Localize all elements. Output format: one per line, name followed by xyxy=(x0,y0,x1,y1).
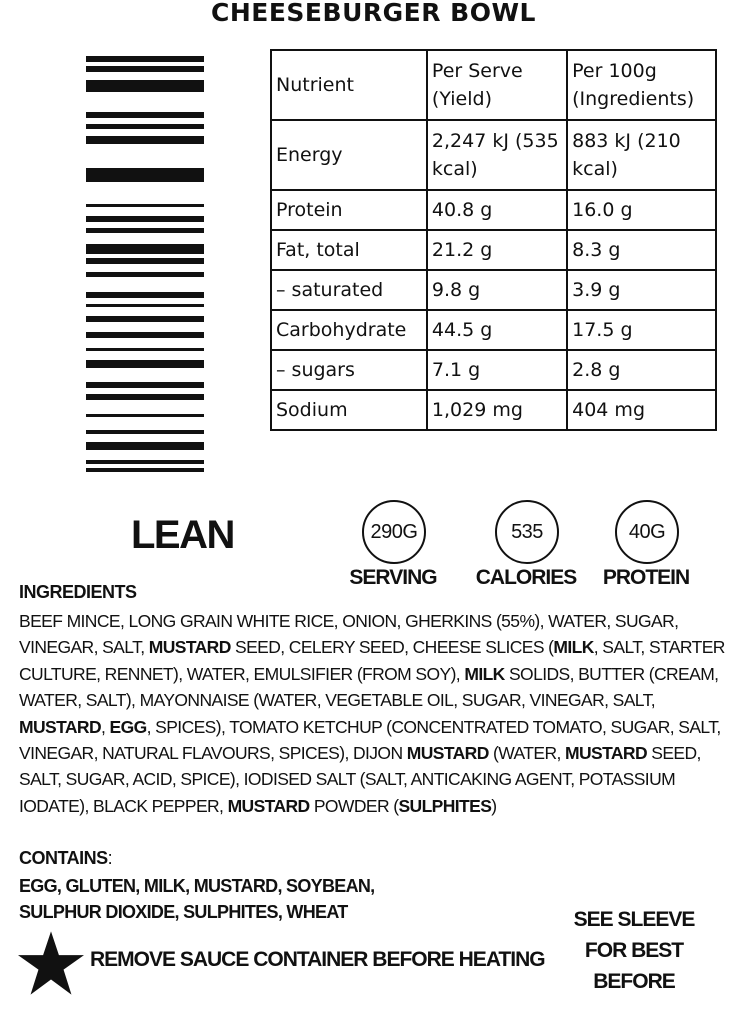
barcode-bar xyxy=(86,382,204,388)
nutrient-name: Carbohydrate xyxy=(271,310,427,350)
best-before-notice xyxy=(560,904,708,997)
allergen-text: MUSTARD xyxy=(565,743,648,764)
per-serve-value: 21.2 g xyxy=(427,230,567,270)
contains-line: EGG, GLUTEN, MILK, MUSTARD, SOYBEAN, xyxy=(19,876,375,896)
barcode-bar xyxy=(86,56,204,62)
barcode-bar xyxy=(86,468,204,472)
barcode-bar xyxy=(86,112,204,118)
barcode-bar xyxy=(86,168,204,182)
allergen-text: MUSTARD xyxy=(148,637,231,658)
nutrition-header-cell: Per 100g (Ingredients) xyxy=(567,50,716,120)
barcode-bar xyxy=(86,414,204,417)
nutrition-row xyxy=(271,350,716,390)
per-serve-value: 7.1 g xyxy=(427,350,567,390)
star-icon xyxy=(18,930,84,996)
contains-list xyxy=(19,873,419,925)
contains-heading xyxy=(19,848,112,869)
serving-label: SERVING xyxy=(349,566,437,589)
product-title: CHEESEBURGER BOWL xyxy=(211,0,536,27)
per-100g-value: 17.5 g xyxy=(567,310,716,350)
nutrition-header-cell: Nutrient xyxy=(271,50,427,120)
barcode-bar xyxy=(86,460,204,464)
per-100g-value: 16.0 g xyxy=(567,190,716,230)
allergen-text: MILK xyxy=(553,637,594,658)
barcode-bar xyxy=(86,316,204,322)
nutrition-header-row xyxy=(271,50,716,120)
barcode-bar xyxy=(86,348,204,351)
contains-heading-text: CONTAINS xyxy=(19,848,108,868)
barcode-bar xyxy=(86,360,204,368)
nutrition-row xyxy=(271,230,716,270)
per-serve-value: 2,247 kJ (535 kcal) xyxy=(427,120,567,190)
nutrient-name: Protein xyxy=(271,190,427,230)
barcode-bar xyxy=(86,304,204,307)
per-serve-value: 44.5 g xyxy=(427,310,567,350)
ingredient-text: (WATER, xyxy=(488,743,566,764)
nutrition-table xyxy=(270,49,717,431)
ingredients-text xyxy=(19,608,739,819)
barcode-bar xyxy=(86,204,204,207)
barcode-bar xyxy=(86,292,204,298)
contains-line: SULPHUR DIOXIDE, SULPHITES, WHEAT xyxy=(19,902,348,922)
allergen-text: SULPHITES xyxy=(398,795,492,816)
nutrient-name: Energy xyxy=(271,120,427,190)
ingredient-text: , xyxy=(101,716,110,737)
barcode-bar xyxy=(86,394,204,400)
barcode-bar xyxy=(86,332,204,338)
lean-label: LEAN xyxy=(131,513,234,557)
nutrition-row xyxy=(271,120,716,190)
remove-sauce-notice: REMOVE SAUCE CONTAINER BEFORE HEATING xyxy=(90,948,545,971)
per-100g-value: 883 kJ (210 kcal) xyxy=(567,120,716,190)
nutrition-row xyxy=(271,310,716,350)
serving-value: 290G xyxy=(370,520,418,543)
per-serve-value: 9.8 g xyxy=(427,270,567,310)
nutrient-name: – sugars xyxy=(271,350,427,390)
ingredient-text: SOLIDS, BUTTER (CREAM, WATER, SALT), MAYONNAISE (WATER, VEGETABLE OIL, SUGAR, VINEGAR, SALT, xyxy=(19,663,719,711)
barcode-bar xyxy=(86,442,204,450)
per-100g-value: 8.3 g xyxy=(567,230,716,270)
barcode-bar xyxy=(86,216,204,222)
ingredient-text: BEEF MINCE, LONG GRAIN WHITE RICE, ONION, GHERKINS (55%), WATER, SUGAR, VINEGAR, SALT, xyxy=(19,611,679,658)
barcode-bar xyxy=(86,430,204,434)
protein-value: 40G xyxy=(628,520,666,543)
nutrient-name: Sodium xyxy=(271,390,427,430)
ingredient-text: SEED, CELERY SEED, CHEESE SLICES ( xyxy=(230,637,554,658)
ingredient-text: SEED, SALT, SUGAR, ACID, SPICE), IODISED SALT (SALT, ANTICAKING AGENT, POTASSIUM IODATE), BLACK PEPPER, xyxy=(19,743,701,816)
barcode-icon xyxy=(86,56,204,472)
barcode-bar xyxy=(86,124,204,129)
nutrition-row xyxy=(271,390,716,430)
protein-circle xyxy=(615,500,679,564)
nutrient-name: Fat, total xyxy=(271,230,427,270)
barcode-bar xyxy=(86,228,204,233)
serving-circle xyxy=(362,500,426,564)
allergen-text: MUSTARD xyxy=(19,716,101,737)
nutrition-row xyxy=(271,270,716,310)
per-serve-value: 40.8 g xyxy=(427,190,567,230)
ingredient-text: ) xyxy=(491,795,497,816)
contains-heading-colon: : xyxy=(107,848,113,868)
calories-circle xyxy=(495,500,559,564)
calories-label: CALORIES xyxy=(475,566,577,589)
barcode-bar xyxy=(86,272,204,277)
calories-value: 535 xyxy=(511,520,543,543)
per-serve-value: 1,029 mg xyxy=(427,390,567,430)
per-100g-value: 404 mg xyxy=(567,390,716,430)
best-before-line: BEFORE xyxy=(593,970,675,993)
barcode-bar xyxy=(86,244,204,254)
barcode-bar xyxy=(86,258,204,264)
allergen-text: EGG xyxy=(109,716,147,737)
ingredient-text: , SPICES), TOMATO KETCHUP (CONCENTRATED TOMATO, SUGAR, SALT, VINEGAR, NATURAL FLAVOURS, SPICES), DIJON xyxy=(19,716,721,764)
protein-label: PROTEIN xyxy=(602,566,690,589)
nutrient-name: – saturated xyxy=(271,270,427,310)
best-before-line: FOR BEST xyxy=(584,939,684,962)
barcode-bar xyxy=(86,80,204,92)
best-before-line: SEE SLEEVE xyxy=(573,908,695,931)
nutrition-header-cell: Per Serve (Yield) xyxy=(427,50,567,120)
barcode-bar xyxy=(86,66,204,72)
nutrition-row xyxy=(271,190,716,230)
per-100g-value: 2.8 g xyxy=(567,350,716,390)
ingredients-heading: INGREDIENTS xyxy=(19,582,137,602)
ingredient-text: , SALT, STARTER CULTURE, RENNET), WATER, EMULSIFIER (FROM SOY), xyxy=(19,637,725,684)
allergen-text: MUSTARD xyxy=(227,795,310,816)
allergen-text: MUSTARD xyxy=(406,743,489,764)
ingredient-text: POWDER ( xyxy=(309,795,399,816)
per-100g-value: 3.9 g xyxy=(567,270,716,310)
allergen-text: MILK xyxy=(464,663,505,684)
barcode-bar xyxy=(86,136,204,144)
